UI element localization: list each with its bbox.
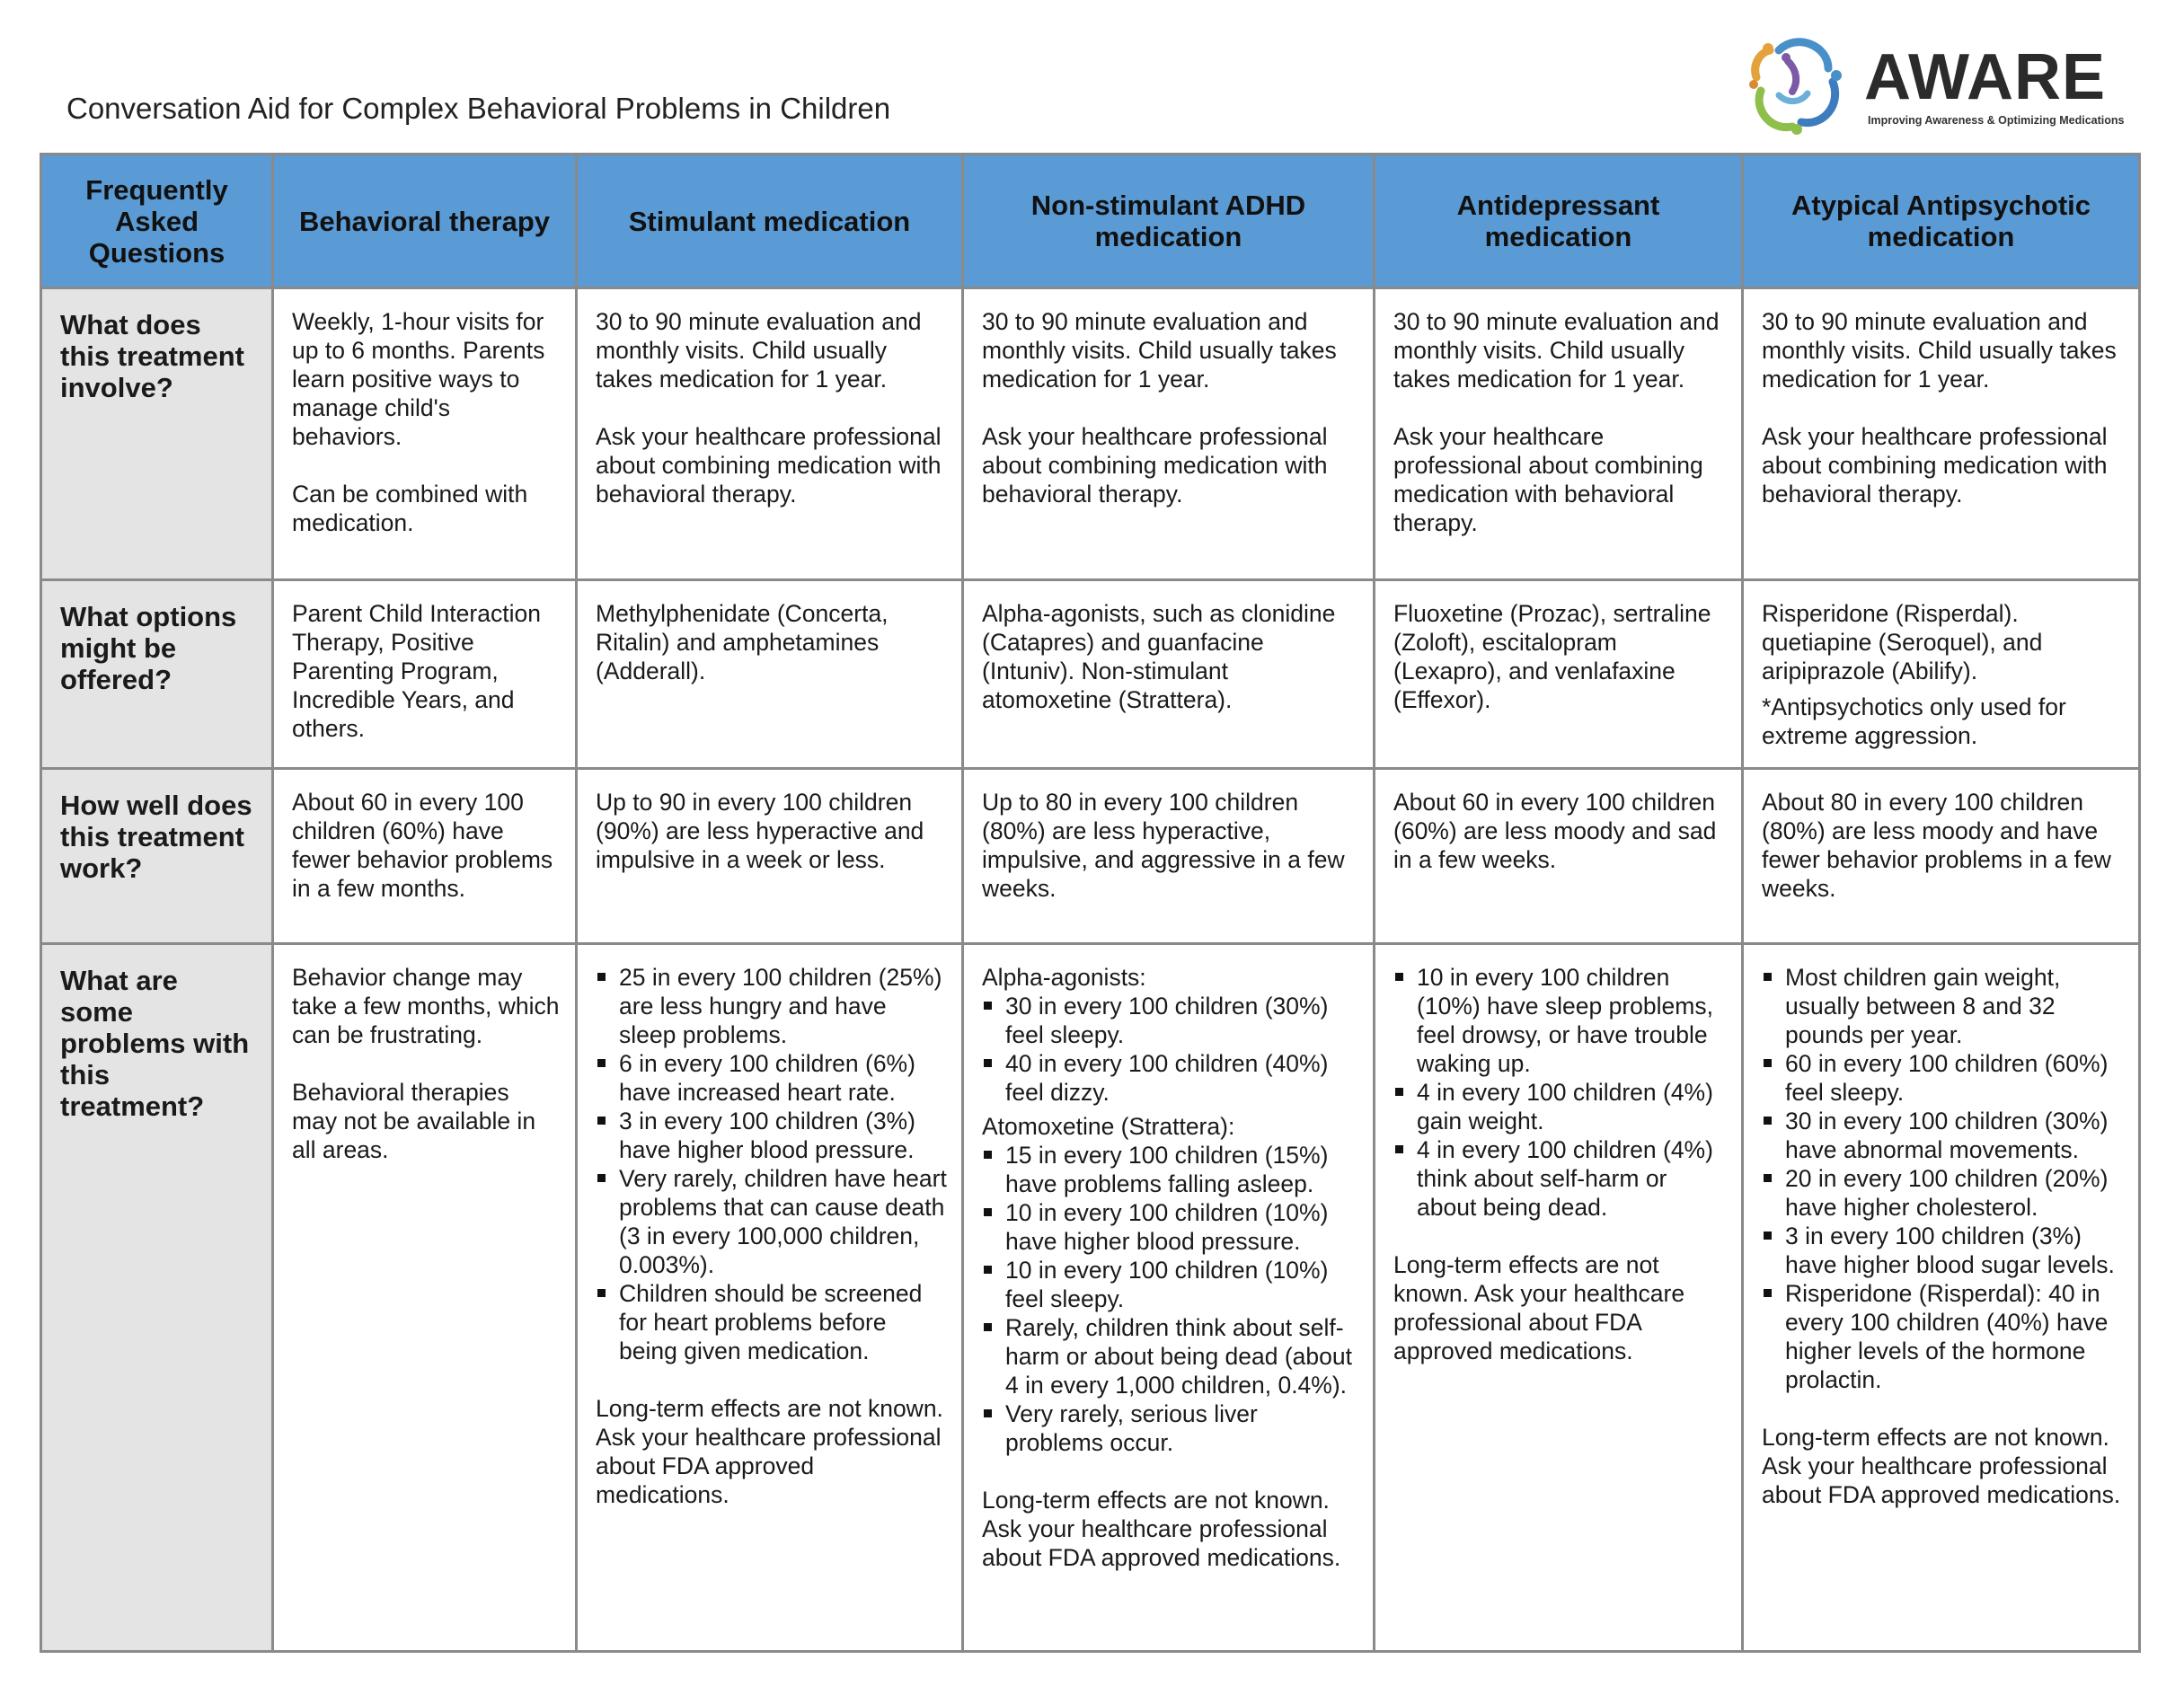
comparison-table [40,153,2141,1653]
column-header-faq: Frequently Asked Questions [41,154,273,288]
table-cell: Up to 80 in every 100 children (80%) are less hyperactive, impulsive, and aggressive in a few weeks. [963,769,1375,944]
side-effects-list [982,1141,1358,1457]
table-row [41,288,2140,580]
table-cell: 30 to 90 minute evaluation and monthly visits. Child usually takes medication for 1 year. Ask your healthcare professional about combining medication with behavioral therapy. [1743,288,2140,580]
list-item: Rarely, children think about self-harm or about being dead (about 4 in every 1,000 children, 0.4%). [982,1313,1358,1399]
question-cell: What are some problems with this treatment? [41,944,273,1652]
question-cell: How well does this treatment work? [41,769,273,944]
table-cell: Alpha-agonists: 30 in every 100 children (30%) feel sleepy. 40 in every 100 children (40%) feel dizzy. Atomoxetine (Strattera): 15 in every 100 children (15%) have problems falling asleep. 10 in every 100 children (10%) have higher blood pressure. 10 in every 100 children (10%) feel sleepy. Rarely, children think about self-harm or about being dead (about 4 in every 1,000 children, 0.4%). Very rarely, serious liver problems occur. Long-term effects are not known. Ask your healthcare professional about FDA approved medications. [963,944,1375,1652]
list-item: 4 in every 100 children (4%) gain weight. [1393,1078,1727,1135]
list-item: Risperidone (Risperdal): 40 in every 100 children (40%) have higher levels of the hormone prolactin. [1762,1279,2124,1394]
column-header-antipsychotic: Atypical Antipsychotic medication [1743,154,2140,288]
table-cell: 30 to 90 minute evaluation and monthly visits. Child usually takes medication for 1 year. Ask your healthcare professional about combining medication with behavioral therapy. [963,288,1375,580]
table-cell: Behavior change may take a few months, which can be frustrating. Behavioral therapies may not be available in all areas. [273,944,577,1652]
table-cell: Alpha-agonists, such as clonidine (Catapres) and guanfacine (Intuniv). Non-stimulant atomoxetine (Strattera). [963,580,1375,769]
column-header-stimulant: Stimulant medication [577,154,963,288]
side-effects-list [982,992,1358,1107]
table-cell: Fluoxetine (Prozac), sertraline (Zoloft), escitalopram (Lexapro), and venlafaxine (Effexor). [1375,580,1743,769]
list-item: 30 in every 100 children (30%) have abnormal movements. [1762,1107,2124,1164]
table-cell: Most children gain weight, usually between 8 and 32 pounds per year. 60 in every 100 children (60%) feel sleepy. 30 in every 100 children (30%) have abnormal movements. 20 in every 100 children (20%) have higher cholesterol. 3 in every 100 children (3%) have higher blood sugar levels. Risperidone (Risperdal): 40 in every 100 children (40%) have higher levels of the hormone prolactin. Long-term effects are not known. Ask your healthcare professional about FDA approved medications. [1743,944,2140,1652]
table-row [41,944,2140,1652]
sub-heading: Atomoxetine (Strattera): [982,1113,1235,1140]
table-row [41,769,2140,944]
antipsychotic-note: *Antipsychotics only used for extreme aggression. [1762,693,2066,749]
column-header-behavioral-therapy: Behavioral therapy [273,154,577,288]
table-cell: 30 to 90 minute evaluation and monthly visits. Child usually takes medication for 1 year. Ask your healthcare professional about combining medication with behavioral therapy. [577,288,963,580]
table-cell: 30 to 90 minute evaluation and monthly visits. Child usually takes medication for 1 year. Ask your healthcare professional about combining medication with behavioral therapy. [1375,288,1743,580]
table-cell: 10 in every 100 children (10%) have sleep problems, feel drowsy, or have trouble waking up. 4 in every 100 children (4%) gain weight. 4 in every 100 children (4%) think about self-harm or about being dead. Long-term effects are not known. Ask your healthcare professional about FDA approved medications. [1375,944,1743,1652]
aware-logo [1743,32,2125,140]
logo-wordmark: AWARE [1864,41,2107,113]
list-item: 60 in every 100 children (60%) feel sleepy. [1762,1049,2124,1107]
table-cell: Weekly, 1-hour visits for up to 6 months. Parents learn positive ways to manage child's behaviors. Can be combined with medication. [273,288,577,580]
list-item: 10 in every 100 children (10%) have sleep problems, feel drowsy, or have trouble waking up. [1393,963,1727,1078]
list-item: 30 in every 100 children (30%) feel sleepy. [982,992,1358,1049]
list-item: 10 in every 100 children (10%) feel sleepy. [982,1256,1358,1313]
table-cell: Risperidone (Risperdal). quetiapine (Seroquel), and aripiprazole (Abilify). *Antipsychotics only used for extreme aggression. [1743,580,2140,769]
table-cell: Methylphenidate (Concerta, Ritalin) and amphetamines (Adderall). [577,580,963,769]
question-cell: What does this treatment involve? [41,288,273,580]
list-item: 25 in every 100 children (25%) are less hungry and have sleep problems. [596,963,947,1049]
column-header-antidepressant: Antidepressant medication [1375,154,1743,288]
list-item: Most children gain weight, usually between 8 and 32 pounds per year. [1762,963,2124,1049]
table-cell: Parent Child Interaction Therapy, Positive Parenting Program, Incredible Years, and others. [273,580,577,769]
list-item: Very rarely, children have heart problems that can cause death (3 in every 100,000 children, 0.003%). [596,1164,947,1279]
table-cell: Up to 90 in every 100 children (90%) are less hyperactive and impulsive in a week or less. [577,769,963,944]
column-header-nonstimulant: Non-stimulant ADHD medication [963,154,1375,288]
side-effects-list [1393,963,1727,1222]
sub-heading: Alpha-agonists: [982,964,1146,991]
side-effects-list [596,963,947,1365]
list-item: 20 in every 100 children (20%) have higher cholesterol. [1762,1164,2124,1222]
question-cell: What options might be offered? [41,580,273,769]
aware-logo-icon [1743,32,1851,140]
list-item: 4 in every 100 children (4%) think about self-harm or about being dead. [1393,1135,1727,1222]
list-item: 3 in every 100 children (3%) have higher blood pressure. [596,1107,947,1164]
table-cell: About 80 in every 100 children (80%) are less moody and have fewer behavior problems in a few weeks. [1743,769,2140,944]
list-item: 40 in every 100 children (40%) feel dizzy. [982,1049,1358,1107]
list-item: 15 in every 100 children (15%) have problems falling asleep. [982,1141,1358,1198]
table-cell: About 60 in every 100 children (60%) have fewer behavior problems in a few months. [273,769,577,944]
table-cell: About 60 in every 100 children (60%) are less moody and sad in a few weeks. [1375,769,1743,944]
page-title: Conversation Aid for Complex Behavioral Problems in Children [66,92,891,125]
logo-tagline: Improving Awareness & Optimizing Medications [1868,114,2125,127]
list-item: Very rarely, serious liver problems occur. [982,1399,1358,1457]
list-item: 6 in every 100 children (6%) have increased heart rate. [596,1049,947,1107]
table-row [41,580,2140,769]
list-item: 10 in every 100 children (10%) have higher blood pressure. [982,1198,1358,1256]
table-header-row [41,154,2140,288]
table-cell: 25 in every 100 children (25%) are less hungry and have sleep problems. 6 in every 100 children (6%) have increased heart rate. 3 in every 100 children (3%) have higher blood pressure. Very rarely, children have heart problems that can cause death (3 in every 100,000 children, 0.003%). Children should be screened for heart problems before being given medication. Long-term effects are not known. Ask your healthcare professional about FDA approved medications. [577,944,963,1652]
list-item: 3 in every 100 children (3%) have higher blood sugar levels. [1762,1222,2124,1279]
list-item: Children should be screened for heart problems before being given medication. [596,1279,947,1365]
side-effects-list [1762,963,2124,1394]
